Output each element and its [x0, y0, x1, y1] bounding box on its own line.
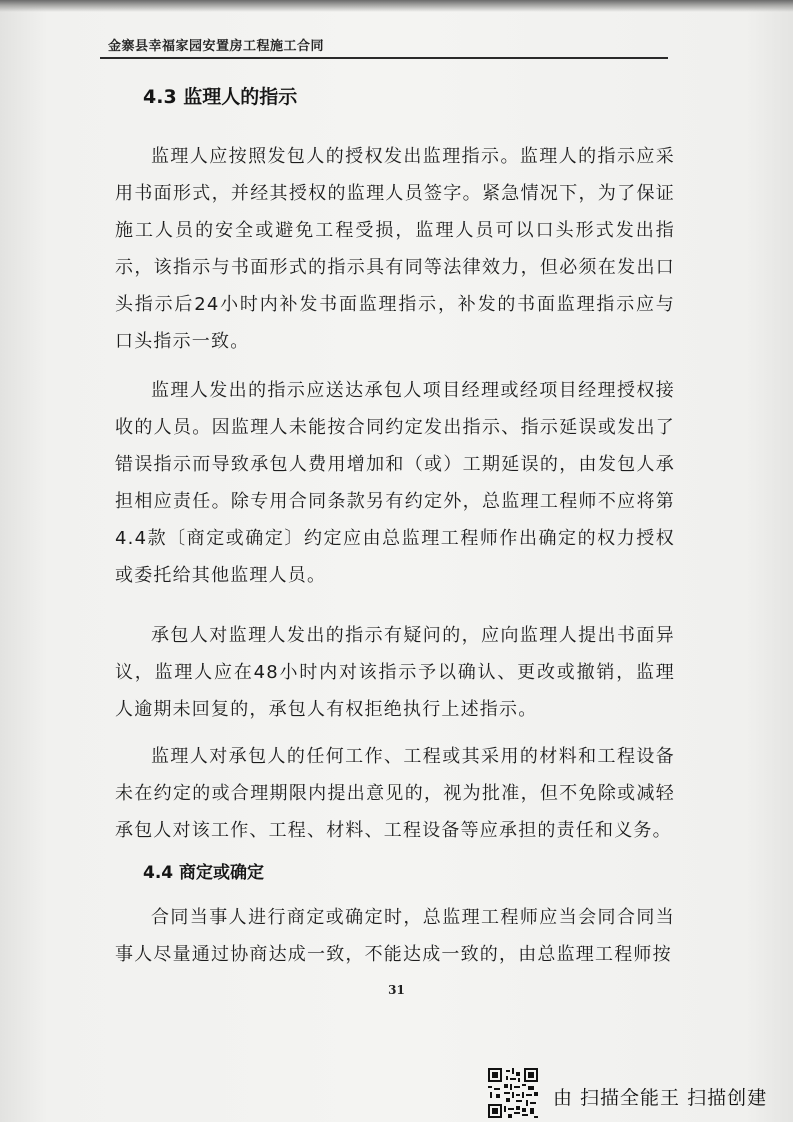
scanner-watermark: 由 扫描全能王 扫描创建	[553, 1087, 768, 1109]
running-header: 金寨县幸福家园安置房工程施工合同	[108, 39, 325, 54]
scan-edge-shadow	[0, 0, 793, 12]
paragraph: 监理人应按照发包人的授权发出监理指示。监理人的指示应采用书面形式，并经其授权的监理人员签字。紧急情况下，为了保证施工人员的安全或避免工程受损，监理人员可以口头形式发出指示，该指示与书面形式的指示具有同等法律效力，但必须在发出口头指示后24小时内补发书面监理指示，补发的书面监理指示应与口头指示一致。	[115, 146, 675, 352]
paragraph: 监理人发出的指示应送达承包人项目经理或经项目经理授权接收的人员。因监理人未能按合同约定发出指示、指示延误或发出了错误指示而导致承包人费用增加和（或）工期延误的，由发包人承担相应责任。除专用合同条款另有约定外，总监理工程师不应将第4.4款〔商定或确定〕约定应由总监理工程师作出确定的权力授权或委托给其他监理人员。	[115, 380, 675, 586]
page-number: 31	[388, 983, 405, 997]
section-4-4-heading: 4.4 商定或确定	[143, 863, 265, 883]
paragraph: 承包人对监理人发出的指示有疑问的，应向监理人提出书面异议，监理人应在48小时内对该指示予以确认、更改或撤销，监理人逾期未回复的，承包人有权拒绝执行上述指示。	[115, 625, 675, 720]
header-rule	[100, 57, 668, 59]
paragraph: 监理人对承包人的任何工作、工程或其采用的材料和工程设备未在约定的或合理期限内提出意见的，视为批准，但不免除或减轻承包人对该工作、工程、材料、工程设备等应承担的责任和义务。	[115, 746, 675, 841]
qr-code-icon	[488, 1068, 538, 1118]
paragraph: 合同当事人进行商定或确定时，总监理工程师应当会同合同当事人尽量通过协商达成一致，不能达成一致的，由总监理工程师按	[115, 907, 675, 965]
section-4-3-heading: 4.3 监理人的指示	[143, 86, 298, 108]
